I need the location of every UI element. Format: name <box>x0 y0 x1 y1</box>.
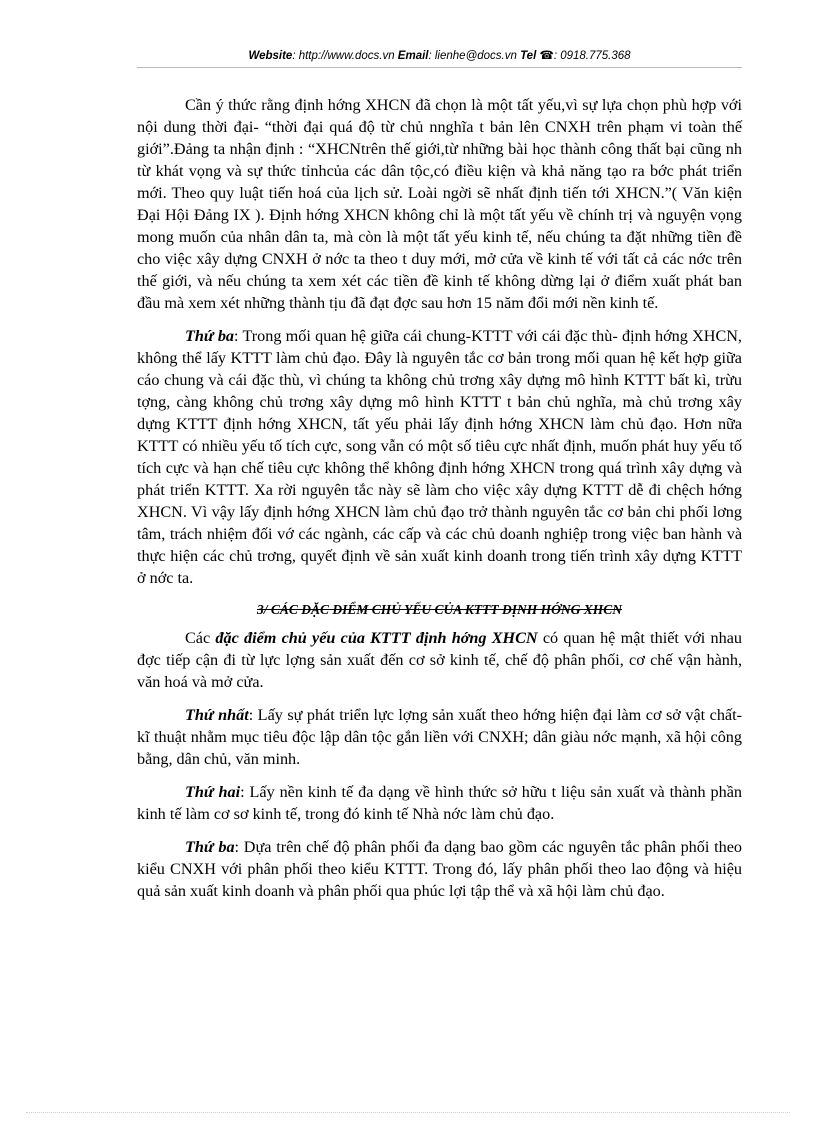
page-header <box>137 48 742 64</box>
document-body <box>137 94 742 913</box>
paragraph-2-lead: Thứ ba <box>185 327 235 345</box>
email-value: : lienhe@docs.vn <box>428 50 517 62</box>
section-heading: 3/ CÁC ĐẶC ĐIỂM CHỦ YẾU CỦA KTTT ĐỊNH HỚNG XHCN <box>256 602 623 617</box>
paragraph-5 <box>137 781 742 825</box>
paragraph-4-text: : Lấy sự phát triển lực lợng sản xuất theo hớng hiện đại làm cơ sở vật chất-kĩ thuật nhằm mục tiêu độc lập dân tộc gắn liền với CNXH; dân giàu nớc mạnh, xã hội công bằng, dân chủ, văn minh. <box>137 706 742 768</box>
page-bottom-border <box>26 1112 790 1113</box>
paragraph-5-lead: Thứ hai <box>185 783 241 801</box>
paragraph-4 <box>137 704 742 770</box>
paragraph-5-text: : Lấy nền kinh tế đa dạng về hình thức sở hữu t liệu sản xuất và thành phần kinh tế làm cơ sơ kinh tế, trong đó kinh tế Nhà nớc làm chủ đạo. <box>137 783 742 823</box>
paragraph-6-lead: Thứ ba <box>185 838 235 856</box>
paragraph-3-start: Các <box>185 629 216 647</box>
paragraph-6 <box>137 836 742 902</box>
paragraph-4-lead: Thứ nhất <box>185 706 249 724</box>
paragraph-2 <box>137 325 742 589</box>
website-value: : http://www.docs.vn <box>292 50 395 62</box>
header-divider <box>137 67 742 68</box>
tel-label: Tel <box>520 50 537 62</box>
paragraph-3-emphasis: đặc điểm chủ yếu của KTTT định hớng XHCN <box>215 629 538 647</box>
paragraph-3 <box>137 627 742 693</box>
paragraph-1: Cần ý thức rằng định hớng XHCN đã chọn là một tất yếu,vì sự lựa chọn phù hợp với nội dung thời đại- “thời đại quá độ từ chủ nnghĩa t bản lên CNXH trên phạm vi toàn thế giới”.Đảng ta nhận định : “XHCNtrên thế giới,từ những bài học thành công thất bại cũng nh từ khát vọng và sự thức tỉnhcủa các dân tộc,có điều kiện và khả năng tạo ra bớc phát triển mới. Theo quy luật tiến hoá của lịch sử. Loài ngời sẽ nhất định tiến tới XHCN.”( Văn kiện Đại Hội Đảng IX ). Định hớng XHCN không chỉ là một tất yếu về chính trị và nguyện vọng mong muốn của nhân dân ta, mà còn là một tất yếu kinh tế, nếu chúng ta đặt những tiền đề cho việc xây dựng CNXH ở nớc ta theo t duy mới, mở cửa về kinh tế với tất cả các nớc trên thế giới, và nếu chúng ta xem xét các tiền đề kinh tế không dừng lại ở điểm xuất phát ban đầu mà xem xét những thành tịu đã đạt đợc sau hơn 15 năm đổi mới nền kinh tế. <box>137 96 742 312</box>
paragraph-3-text: có quan hệ mật thiết với nhau đợc tiếp cận đi từ lực lợng sản xuất đến cơ sở kinh tế, chế độ phân phối, cơ chế vận hành, văn hoá và mở cửa. <box>137 629 742 691</box>
website-label: Website <box>248 50 293 62</box>
paragraph-6-text: : Dựa trên chế độ phân phối đa dạng bao gồm các nguyên tắc phân phối theo kiểu CNXH với phân phối theo kiểu KTTT. Trong đó, lấy phân phối theo lao động và hiệu quả sản xuất kinh doanh và phân phối qua phúc lợi tập thể và xã hội làm chủ đạo. <box>137 838 743 900</box>
email-label: Email <box>397 50 429 62</box>
paragraph-2-text: : Trong mối quan hệ giữa cái chung-KTTT với cái đặc thù- định hớng XHCN, không thể lấy KTTT làm chủ đạo. Đây là nguyên tắc cơ bản trong mối quan hệ kết hợp giữa cáo chung và cái đặc thù, vì chúng ta không chủ trơng xây dựng mô hình KTTT bất kì, trừu tợng, càng không chủ trơng xây dựng mô hình KTTT t bản chủ nghĩa, mà chủ trơng xây dựng KTTT định hớng XHCN, tất yếu phải lấy định hớng XHCN làm chủ đạo. Hơn nữa KTTT có nhiều yếu tố tích cực, song vẫn có một số tiêu cực nhất định, muốn phát huy yếu tố tích cực và hạn chế tiêu cực không thể không định hớng XHCN trong quá trình xây dựng và phát triển KTTT. Xa rời nguyên tắc này sẽ làm cho việc xây dựng KTTT dễ đi chệch hớng XHCN. Vì vậy lấy định hớng XHCN làm chủ đạo trở thành nguyên tắc cơ bản chi phối lơng tâm, trách nhiệm đối vớ các ngành, các cấp và các chủ doanh nghiệp trong việc ban hành và thực hiện các chủ trơng, quyết định về sản xuất kinh doanh trong tiến trình xây dựng KTTT ở nớc ta. <box>137 327 742 587</box>
phone-icon: ☎ <box>539 50 554 62</box>
tel-value: : 0918.775.368 <box>553 50 631 62</box>
